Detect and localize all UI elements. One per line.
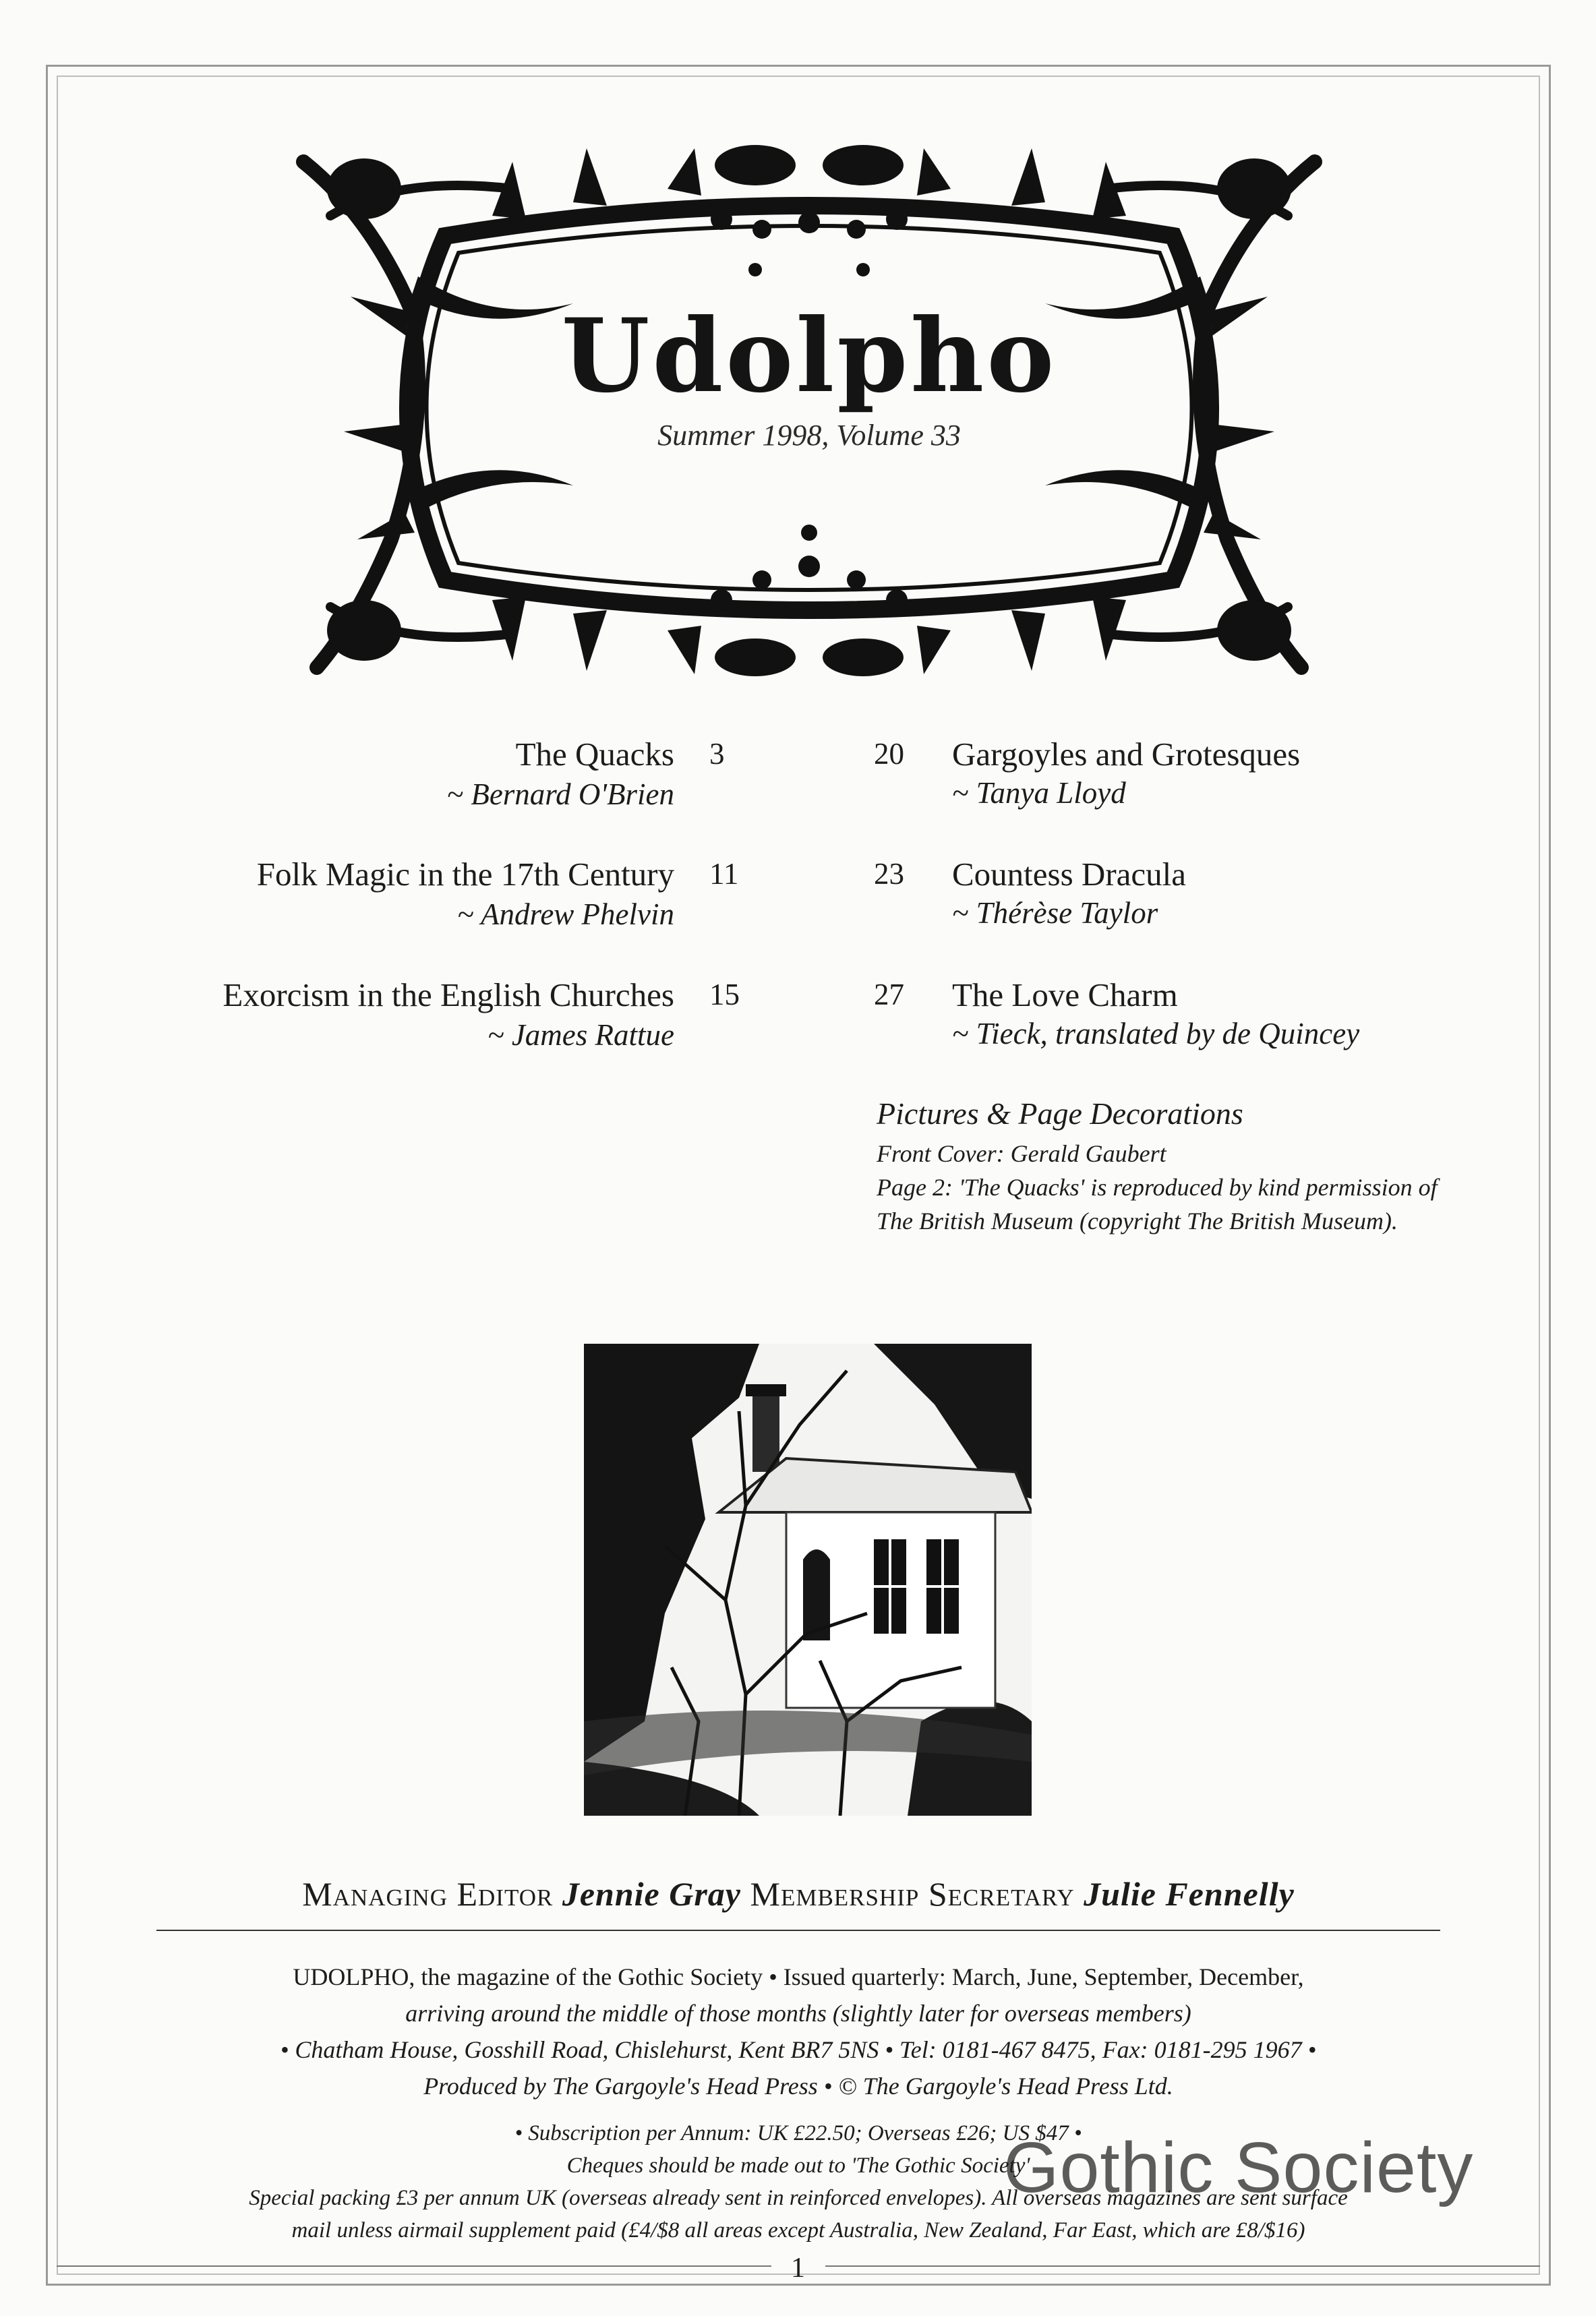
toc-title: Countess Dracula (952, 856, 1186, 893)
toc-title: Gargoyles and Grotesques (952, 736, 1301, 773)
toc-author: ~ Thérèse Taylor (952, 896, 1158, 930)
toc-page: 20 (874, 737, 904, 771)
toc-page: 3 (709, 737, 725, 771)
publication-line: arriving around the middle of those months (slightly later for overseas members) (405, 2000, 1191, 2027)
toc-author: ~ Bernard O'Brien (446, 777, 674, 811)
toc-author: ~ Tieck, translated by de Quincey (952, 1017, 1360, 1050)
editorial-credits (155, 1874, 1442, 1913)
picture-credits (877, 1096, 1537, 1238)
membership-secretary-label: Membership Secretary (750, 1875, 1075, 1913)
credit-line: Page 2: 'The Quacks' is reproduced by kind permission of (877, 1174, 1438, 1201)
publication-line: UDOLPHO, the magazine of the Gothic Society • Issued quarterly: March, June, September, December, (293, 1963, 1304, 1990)
credit-line: The British Museum (copyright The British Museum). (877, 1208, 1398, 1235)
managing-editor-name: Jennie Gray (562, 1875, 741, 1913)
publication-line: Produced by The Gargoyle's Head Press • © The Gargoyle's Head Press Ltd. (423, 2073, 1173, 2100)
subscription-line: Special packing £3 per annum UK (overseas already sent in reinforced envelopes). All overseas magazines are sent surface (249, 2186, 1348, 2210)
toc-page: 11 (709, 857, 739, 891)
page-number: 1 (791, 2253, 805, 2284)
toc-author: ~ James Rattue (487, 1018, 674, 1052)
watermark: Gothic Society (1003, 2128, 1474, 2207)
publication-info (135, 1959, 1462, 2104)
membership-secretary-name: Julie Fennelly (1084, 1875, 1295, 1913)
toc-title: The Quacks (515, 736, 674, 773)
toc-title: The Love Charm (952, 976, 1178, 1013)
toc-author: ~ Andrew Phelvin (457, 897, 674, 931)
toc-title: Exorcism in the English Churches (223, 976, 674, 1013)
toc-page: 15 (709, 978, 740, 1011)
masthead (290, 135, 1328, 681)
toc-page: 23 (874, 857, 904, 891)
subscription-line: • Subscription per Annum: UK £22.50; Overseas £26; US $47 • (514, 2121, 1082, 2145)
magazine-title: Udolpho (561, 297, 1057, 415)
subscription-line: mail unless airmail supplement paid (£4/$8 all areas except Australia, New Zealand, Far East, which are £8/$16) (291, 2218, 1305, 2243)
toc-title: Folk Magic in the 17th Century (256, 856, 674, 893)
divider-rule (156, 1930, 1440, 1931)
publication-line: • Chatham House, Gosshill Road, Chislehurst, Kent BR7 5NS • Tel: 0181-467 8475, Fax: 0181-295 1967 • (280, 2036, 1317, 2063)
managing-editor-label: Managing Editor (302, 1875, 554, 1913)
house-photo (584, 1344, 1032, 1816)
credits-heading: Pictures & Page Decorations (877, 1096, 1243, 1131)
credit-line: Front Cover: Gerald Gaubert (877, 1140, 1166, 1167)
toc-author: ~ Tanya Lloyd (952, 776, 1126, 810)
subscription-line: Cheques should be made out to 'The Gothic Society' (566, 2154, 1030, 2178)
toc-page: 27 (874, 978, 904, 1011)
issue-line: Summer 1998, Volume 33 (657, 419, 961, 452)
